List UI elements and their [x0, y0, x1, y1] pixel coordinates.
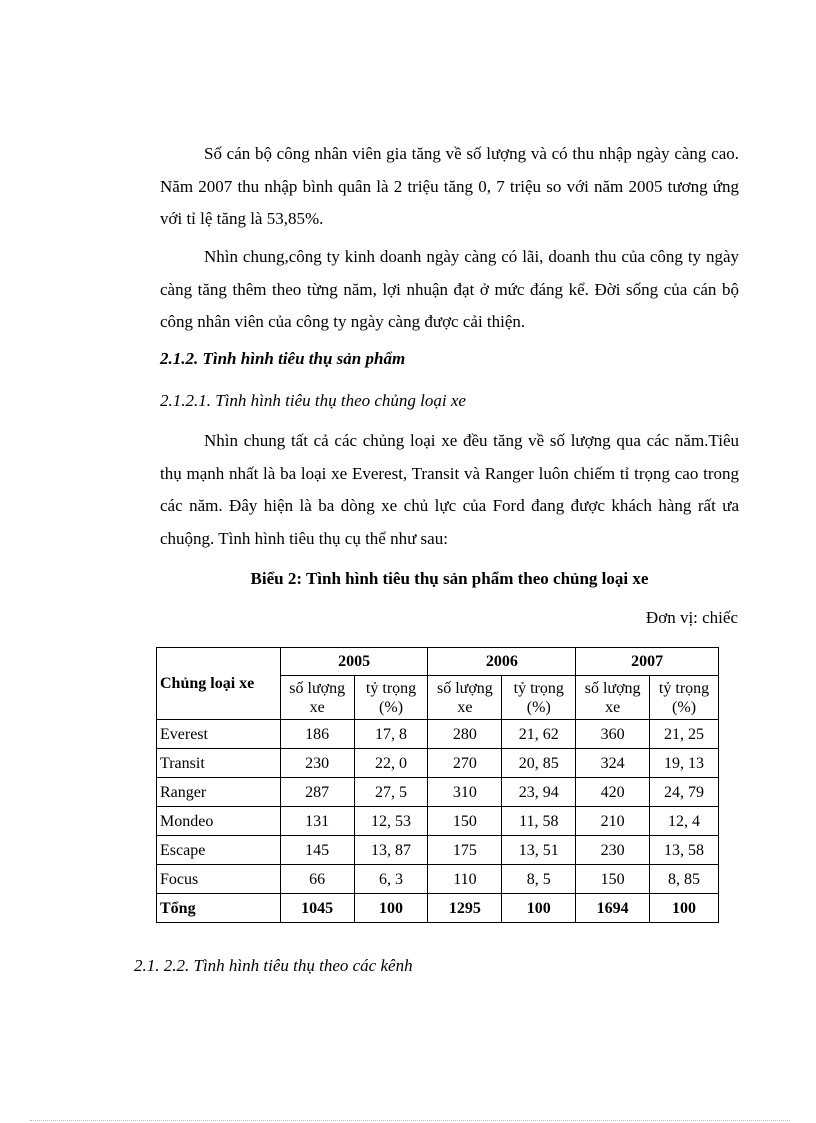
total-value-cell: 100 — [354, 894, 428, 923]
value-cell: 13, 58 — [650, 836, 719, 865]
value-cell: 23, 94 — [502, 778, 576, 807]
table-row — [157, 720, 719, 749]
table-total-row — [157, 894, 719, 923]
subsection-heading-by-channel: 2.1. 2.2. Tình hình tiêu thụ theo các kênh — [134, 956, 413, 975]
section-heading: 2.1.2. Tình hình tiêu thụ sản phẩm — [160, 349, 406, 368]
value-cell: 175 — [428, 836, 502, 865]
total-label-cell: Tổng — [157, 894, 281, 923]
table-row — [157, 807, 719, 836]
value-cell: 20, 85 — [502, 749, 576, 778]
sub-header-qty: số lượng xe — [280, 676, 354, 720]
value-cell: 230 — [280, 749, 354, 778]
total-value-cell: 1295 — [428, 894, 502, 923]
value-cell: 27, 5 — [354, 778, 428, 807]
sub-header-share: tỷ trọng (%) — [502, 676, 576, 720]
value-cell: 210 — [576, 807, 650, 836]
table-header-row-years — [157, 648, 719, 676]
value-cell: 21, 62 — [502, 720, 576, 749]
value-cell: 420 — [576, 778, 650, 807]
sales-by-model-table — [156, 647, 719, 923]
value-cell: 22, 0 — [354, 749, 428, 778]
model-name-cell: Mondeo — [157, 807, 281, 836]
model-name-cell: Transit — [157, 749, 281, 778]
value-cell: 12, 4 — [650, 807, 719, 836]
value-cell: 12, 53 — [354, 807, 428, 836]
total-value-cell: 100 — [502, 894, 576, 923]
value-cell: 110 — [428, 865, 502, 894]
value-cell: 66 — [280, 865, 354, 894]
value-cell: 324 — [576, 749, 650, 778]
sub-header-share: tỷ trọng (%) — [354, 676, 428, 720]
value-cell: 270 — [428, 749, 502, 778]
value-cell: 11, 58 — [502, 807, 576, 836]
value-cell: 150 — [576, 865, 650, 894]
value-cell: 280 — [428, 720, 502, 749]
table-caption: Biểu 2: Tình hình tiêu thụ sản phẩm theo chủng loại xe — [250, 569, 649, 588]
table-row — [157, 749, 719, 778]
table-row — [157, 778, 719, 807]
model-name-cell: Focus — [157, 865, 281, 894]
value-cell: 150 — [428, 807, 502, 836]
table-unit: Đơn vị: chiếc — [645, 608, 738, 627]
value-cell: 19, 13 — [650, 749, 719, 778]
value-cell: 13, 51 — [502, 836, 576, 865]
total-value-cell: 1045 — [280, 894, 354, 923]
year-header: 2005 — [280, 648, 428, 676]
year-header: 2007 — [576, 648, 719, 676]
value-cell: 186 — [280, 720, 354, 749]
page-bottom-divider — [30, 1120, 790, 1121]
paragraph-consumption-overview: Nhìn chung tất cả các chủng loại xe đều tăng về số lượng qua các năm.Tiêu thụ mạnh nhất là ba loại xe Everest, Transit và Ranger luôn chiếm tỉ trọng cao trong các năm. Đây hiện là ba dòng xe chủ lực của Ford đang được khách hàng rất ưa chuộng. Tình hình tiêu thụ cụ thể như sau: — [160, 431, 739, 548]
value-cell: 17, 8 — [354, 720, 428, 749]
table-row — [157, 836, 719, 865]
value-cell: 131 — [280, 807, 354, 836]
table-row — [157, 865, 719, 894]
value-cell: 230 — [576, 836, 650, 865]
value-cell: 287 — [280, 778, 354, 807]
value-cell: 21, 25 — [650, 720, 719, 749]
value-cell: 8, 5 — [502, 865, 576, 894]
model-name-cell: Ranger — [157, 778, 281, 807]
subsection-heading-by-type: 2.1.2.1. Tình hình tiêu thụ theo chủng loại xe — [160, 391, 466, 410]
value-cell: 360 — [576, 720, 650, 749]
sub-header-qty: số lượng xe — [576, 676, 650, 720]
paragraph-business-overview: Nhìn chung,công ty kinh doanh ngày càng có lãi, doanh thu của công ty ngày càng tăng thêm theo từng năm, lợi nhuận đạt ở mức đáng kể. Đời sống của cán bộ công nhân viên của công ty ngày càng được cải thiện. — [160, 247, 739, 331]
total-value-cell: 100 — [650, 894, 719, 923]
value-cell: 145 — [280, 836, 354, 865]
year-header: 2006 — [428, 648, 576, 676]
value-cell: 24, 79 — [650, 778, 719, 807]
row-header-cell: Chủng loại xe — [157, 648, 281, 720]
value-cell: 8, 85 — [650, 865, 719, 894]
paragraph-employee-income: Số cán bộ công nhân viên gia tăng về số lượng và có thu nhập ngày càng cao. Năm 2007 thu nhập bình quân là 2 triệu tăng 0, 7 triệu so với năm 2005 tương ứng với tỉ lệ tăng là 53,85%. — [160, 144, 739, 228]
value-cell: 310 — [428, 778, 502, 807]
sub-header-share: tỷ trọng (%) — [650, 676, 719, 720]
model-name-cell: Everest — [157, 720, 281, 749]
sub-header-qty: số lượng xe — [428, 676, 502, 720]
value-cell: 6, 3 — [354, 865, 428, 894]
total-value-cell: 1694 — [576, 894, 650, 923]
model-name-cell: Escape — [157, 836, 281, 865]
value-cell: 13, 87 — [354, 836, 428, 865]
